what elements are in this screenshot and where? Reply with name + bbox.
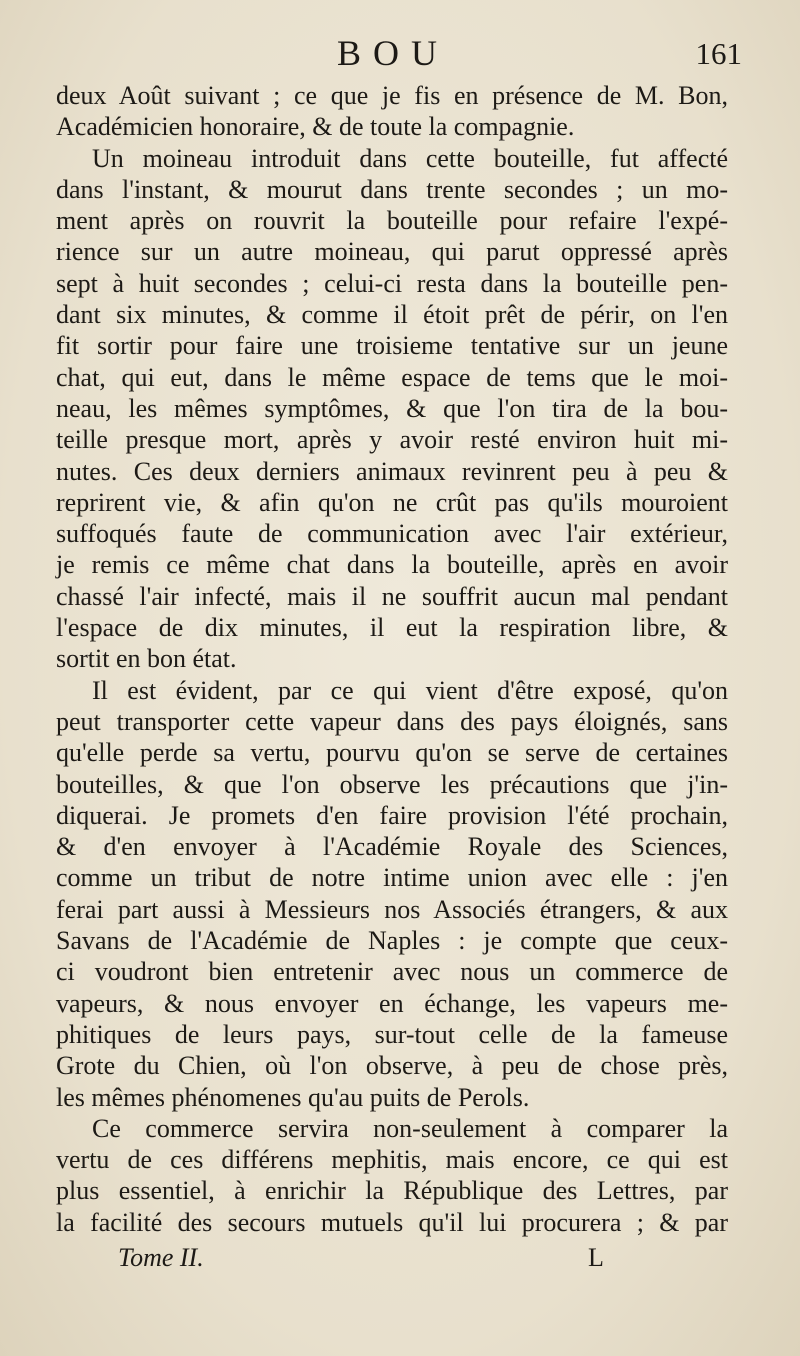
text-line: sept à huit secondes ; celui-ci resta dans la bouteille pen- — [56, 268, 728, 298]
text-line: nutes. Ces deux derniers animaux revinrent peu à peu & — [56, 456, 728, 486]
text-line: diquerai. Je promets d'en faire provision l'été prochain, — [56, 800, 728, 830]
text-line: & d'en envoyer à l'Académie Royale des Sciences, — [56, 832, 728, 862]
text-line: qu'elle perde sa vertu, pourvu qu'on se serve de certaines — [56, 738, 728, 768]
text-line: ment après on rouvrit la bouteille pour refaire l'expé- — [56, 206, 728, 236]
text-line: Savans de l'Académie de Naples : je compte que ceux- — [56, 926, 728, 956]
text-line: peut transporter cette vapeur dans des pays éloignés, sans — [56, 706, 728, 736]
text-line: chassé l'air infecté, mais il ne souffrit aucun mal pendant — [56, 581, 728, 611]
text-line: dant six minutes, & comme il étoit prêt de périr, on l'en — [56, 300, 728, 330]
signature-mark: L — [588, 1242, 604, 1272]
text-line: reprirent vie, & afin qu'on ne crût pas qu'ils mouroient — [56, 487, 728, 517]
text-line: deux Août suivant ; ce que je fis en présence de M. Bon, — [56, 81, 728, 110]
text-line: chat, qui eut, dans le même espace de tems que le moi- — [56, 362, 728, 392]
body-text — [56, 80, 728, 1238]
text-line: Grote du Chien, où l'on observe, à peu de chose près, — [56, 1051, 728, 1081]
text-line: sortit en bon état. — [56, 644, 237, 674]
text-line: ci voudront bien entretenir avec nous un commerce de — [56, 957, 728, 987]
text-line: vertu de ces différens mephitis, mais encore, ce qui est — [56, 1145, 728, 1175]
page-footer — [56, 1240, 728, 1280]
running-title: BOU — [336, 33, 449, 73]
text-line: suffoqués faute de communication avec l'air extérieur, — [56, 519, 728, 549]
text-line: Un moineau introduit dans cette bouteille, fut affecté — [92, 143, 728, 173]
text-line: teille presque mort, après y avoir resté environ huit mi- — [56, 425, 728, 455]
paragraph — [56, 675, 728, 1113]
text-line: les mêmes phénomenes qu'au puits de Perols. — [56, 1082, 530, 1112]
page-number: 161 — [695, 36, 742, 71]
text-line: bouteilles, & que l'on observe les précautions que j'in- — [56, 769, 728, 799]
text-line: neau, les mêmes symptômes, & que l'on tira de la bou- — [56, 393, 728, 423]
text-line: fit sortir pour faire une troisieme tentative sur un jeune — [56, 331, 728, 361]
paragraph — [56, 1113, 728, 1238]
text-line: Il est évident, par ce qui vient d'être exposé, qu'on — [92, 675, 728, 705]
text-line: Ce commerce servira non-seulement à comparer la — [92, 1113, 728, 1143]
text-line: Académicien honoraire, & de toute la compagnie. — [56, 112, 575, 142]
text-line: ferai part aussi à Messieurs nos Associés étrangers, & aux — [56, 894, 728, 924]
text-line: je remis ce même chat dans la bouteille, après en avoir — [56, 550, 728, 580]
text-line: la facilité des secours mutuels qu'il lui procurera ; & par — [56, 1207, 728, 1237]
text-line: l'espace de dix minutes, il eut la respiration libre, & — [56, 613, 728, 643]
text-line: rience sur un autre moineau, qui parut oppressé après — [56, 237, 728, 267]
paragraph — [56, 80, 728, 143]
text-line: comme un tribut de notre intime union avec elle : j'en — [56, 863, 728, 893]
text-line: vapeurs, & nous envoyer en échange, les vapeurs me- — [56, 988, 728, 1018]
volume-label: Tome II. — [118, 1242, 204, 1272]
text-line: plus essentiel, à enrichir la République des Lettres, par — [56, 1176, 728, 1206]
text-line: phitiques de leurs pays, sur-tout celle de la fameuse — [56, 1019, 728, 1049]
page-header — [56, 30, 742, 80]
paragraph — [56, 143, 728, 675]
text-line: dans l'instant, & mourut dans trente secondes ; un mo- — [56, 174, 728, 204]
